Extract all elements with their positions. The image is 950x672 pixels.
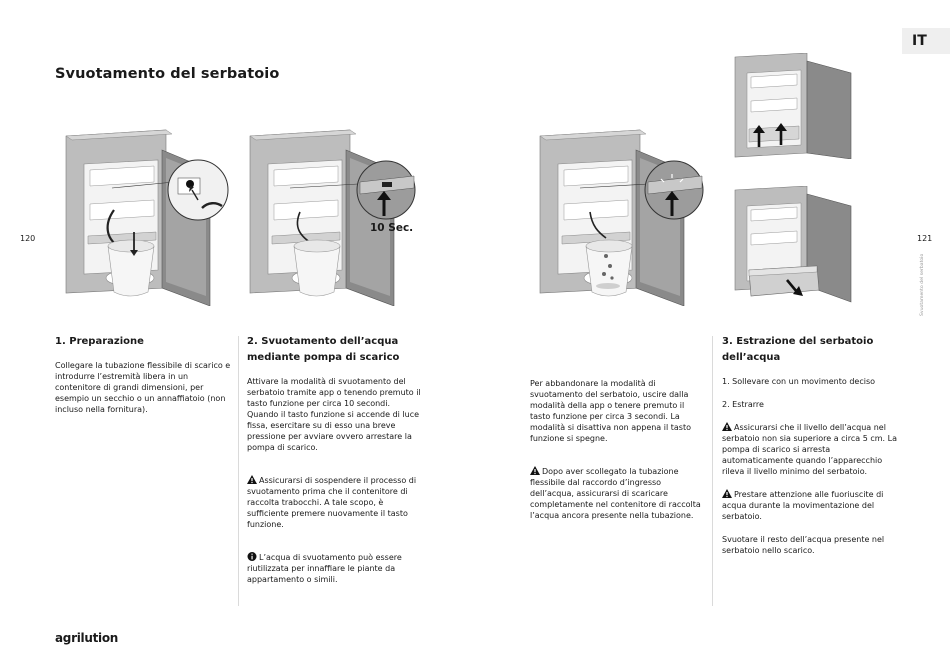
warning-overflow [247,475,423,530]
text-empty-rest: Svuotare il resto dell’acqua presente nel serbatoio nello scarico. [722,535,885,555]
heading-remove-tank: 3. Estrazione del serbatoio dell’acqua [722,336,874,363]
info-reuse-water [247,552,423,585]
text-activate-drain: Attivare la modalità di svuotamento del serbatoio tramite app o tenendo premuto il tasto funzione per circa 10 secondi. Quando il tasto funzione si accende di luce fissa, esercitare su di esso una breve pressione per avviare ovvero arrestare la pompa di scarico. [247,377,421,452]
column-divider [712,336,713,606]
warning-overflow-text: Assicurarsi di sospendere il processo di svuotamento prima che il contenitore di raccolta trabocchi. A tale scopo, è sufficiente premere nuovamente il tasto funzione. [247,476,417,529]
column-preparation [55,334,233,427]
warning-water-level-text: Assicurarsi che il livello dell’acqua nel serbatoio non sia superiore a circa 5 cm. La pompa di scarico si arresta automaticamente quando l’apparecchio rileva il livello minimo del serbatoio. [722,423,897,476]
column-exit-mode [530,378,706,533]
info-reuse-text: L’acqua di svuotamento può essere riutilizzata per innaffiare le piante da appartamento o simili. [247,553,402,584]
illustration-pull-tank [733,186,857,304]
warning-spill [722,489,898,522]
warning-icon [722,489,732,498]
illustration-exit-mode [536,128,708,306]
warning-spill-text: Prestare attenzione alle fuoriuscite di acqua durante la movimentazione del serbatoio. [722,490,884,521]
illustration-drain-pump [246,128,418,306]
heading-drain-pump: 2. Svuotamento dell’acqua mediante pompa di scarico [247,336,400,363]
warning-water-level [722,422,898,477]
heading-preparation: 1. Preparazione [55,336,144,347]
warning-hose-text: Dopo aver scollegato la tubazione flessibile dal raccordo d’ingresso dell’acqua, assicurarsi di scaricare completamente nel contenitore di raccolta l’acqua ancora presente nella tubazione. [530,467,701,520]
side-section-label: Svuotamento del serbatoio [920,253,925,316]
column-remove-tank [722,334,898,568]
brand-logo: agrilution [55,631,119,645]
step-lift: 1. Sollevare con un movimento deciso [722,377,876,386]
text-preparation: Collegare la tubazione flessibile di scarico e introdurre l’estremità libera in un contenitore di grandi dimensioni, per esempio un secchio o un annaffiatoio (non incluso nella fornitura). [55,361,231,414]
warning-hose [530,466,706,521]
illustration-lift-tank [733,53,857,159]
timer-label: 10 Sec. [370,222,414,234]
step-pull: 2. Estrarre [722,400,764,409]
column-drain-pump [247,334,423,597]
warning-icon [722,422,732,431]
info-icon [247,552,257,561]
warning-icon [530,466,540,475]
page-title: Svuotamento del serbatoio [55,66,280,82]
language-tab: IT [902,28,950,54]
illustration-preparation [62,128,232,306]
text-exit-mode: Per abbandonare la modalità di svuotamento del serbatoio, uscire dalla modalità della app o tenere premuto il tasto funzione per circa 3 secondi. La modalità si disattiva non appena il tasto funzione si spegne. [530,379,691,443]
page-number-left: 120 [20,234,36,243]
column-divider [238,336,239,606]
page-number-right: 121 [917,234,933,243]
warning-icon [247,475,257,484]
